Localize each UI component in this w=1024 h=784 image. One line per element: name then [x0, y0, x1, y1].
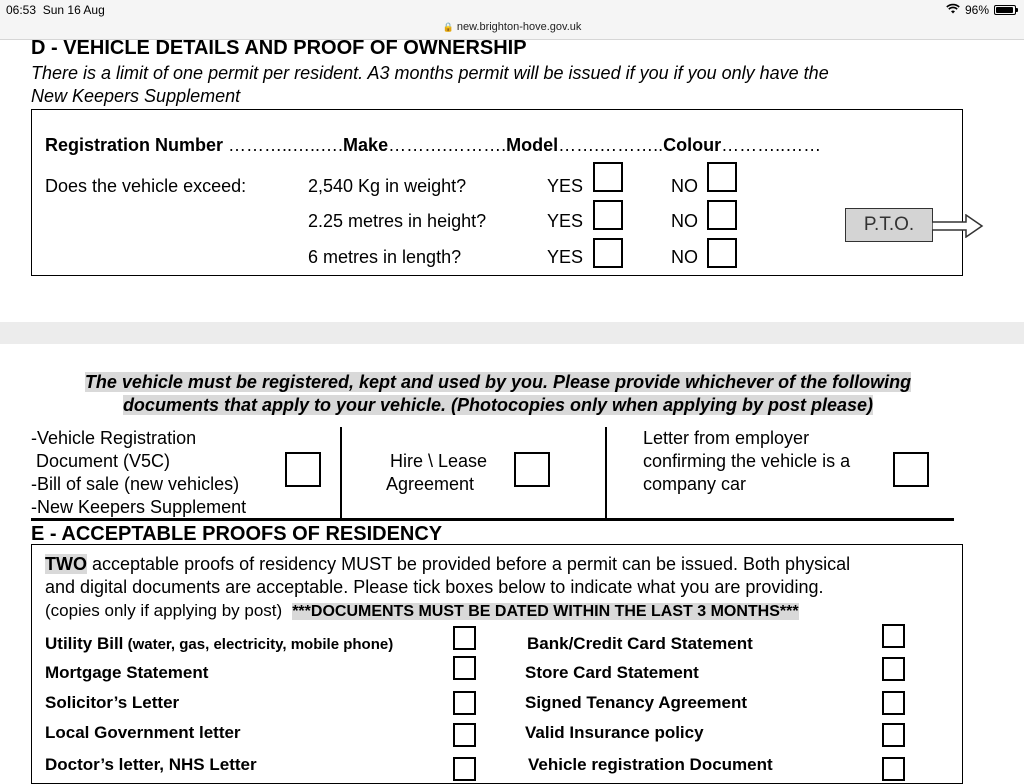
- intro-two-emphasis: TWO: [45, 554, 87, 574]
- proof-insurance-policy: Valid Insurance policy: [525, 723, 704, 742]
- time-text: 06:53: [6, 3, 37, 17]
- utility-bill-detail: (water, gas, electricity, mobile phone): [123, 636, 394, 653]
- height-yes-checkbox[interactable]: [593, 200, 623, 230]
- proof-vehicle-registration-document: Vehicle registration Document: [528, 755, 773, 774]
- hire-lease-checkbox[interactable]: [514, 452, 550, 487]
- dated-warning: ***DOCUMENTS MUST BE DATED WITHIN THE LAST 3 MONTHS***: [292, 603, 799, 620]
- make-dots[interactable]: ……….……….: [388, 135, 507, 155]
- proof-tenancy-agreement: Signed Tenancy Agreement: [525, 693, 747, 712]
- intro-line2: and digital documents are acceptable. Please tick boxes below to indicate what you are providing.: [45, 577, 824, 597]
- weight-yes-label: YES: [547, 176, 584, 196]
- store-card-statement-checkbox[interactable]: [882, 657, 905, 681]
- local-government-letter-checkbox[interactable]: [453, 723, 476, 747]
- battery-percent: 96%: [964, 3, 989, 17]
- tenancy-agreement-checkbox[interactable]: [882, 691, 905, 715]
- employer-letter-checkbox[interactable]: [893, 452, 929, 487]
- length-yes-label: YES: [547, 247, 584, 267]
- doc-v5c-line1: -Vehicle Registration: [31, 428, 197, 448]
- doc-new-keepers: -New Keepers Supplement: [31, 497, 247, 517]
- ownership-docs-checkbox[interactable]: [285, 452, 321, 487]
- height-criterion: 2.25 metres in height?: [308, 211, 487, 231]
- model-dots[interactable]: …….………..: [558, 135, 664, 155]
- length-no-checkbox[interactable]: [707, 238, 737, 268]
- colour-label: Colour: [663, 135, 722, 155]
- weight-no-checkbox[interactable]: [707, 162, 737, 192]
- column-divider: [340, 427, 342, 520]
- proof-store-card-statement: Store Card Statement: [525, 663, 699, 682]
- hire-lease-line2: Agreement: [386, 474, 475, 494]
- height-no-checkbox[interactable]: [707, 200, 737, 230]
- model-label: Model: [506, 135, 559, 155]
- residency-intro: [45, 553, 947, 623]
- employer-letter-line3: company car: [643, 474, 747, 494]
- length-no-label: NO: [671, 247, 698, 267]
- colour-dots[interactable]: ………..……: [721, 135, 822, 155]
- proof-solicitor-letter: Solicitor’s Letter: [45, 693, 180, 712]
- make-label: Make: [343, 135, 389, 155]
- section-d-note-line1: There is a limit of one permit per resident. A3 months permit will be issued if you if you only have the: [31, 63, 829, 83]
- bank-statement-checkbox[interactable]: [882, 624, 905, 648]
- proof-bank-statement: Bank/Credit Card Statement: [527, 634, 753, 653]
- hire-lease-label: [386, 450, 488, 496]
- lock-icon: 🔒: [442, 22, 454, 32]
- length-yes-checkbox[interactable]: [593, 238, 623, 268]
- battery-icon: [994, 5, 1016, 15]
- section-e-heading: E - ACCEPTABLE PROOFS OF RESIDENCY: [31, 523, 443, 545]
- proof-doctor-letter: Doctor’s letter, NHS Letter: [45, 755, 257, 774]
- intro-line1: acceptable proofs of residency MUST be provided before a permit can be issued. Both physical: [87, 554, 851, 574]
- doc-v5c-line2: Document (V5C): [31, 451, 171, 471]
- height-no-label: NO: [671, 211, 698, 231]
- weight-criterion: 2,540 Kg in weight?: [308, 176, 467, 196]
- employer-letter-line1: Letter from employer: [643, 428, 810, 448]
- weight-no-label: NO: [671, 176, 698, 196]
- length-criterion: 6 metres in length?: [308, 247, 462, 267]
- mortgage-statement-checkbox[interactable]: [453, 656, 476, 680]
- registration-number-label: Registration Number: [45, 135, 224, 155]
- section-d-note-line2: New Keepers Supplement: [31, 86, 241, 106]
- exceed-question: Does the vehicle exceed:: [45, 176, 247, 196]
- section-d-heading: D - VEHICLE DETAILS AND PROOF OF OWNERSHIP: [31, 37, 527, 59]
- proof-local-government-letter: Local Government letter: [45, 723, 241, 742]
- documents-notice-line2: documents that apply to your vehicle. (Photocopies only when applying by post please): [122, 395, 874, 415]
- vehicle-details-line: [45, 135, 821, 156]
- section-divider: [31, 518, 954, 521]
- date-text: Sun 16 Aug: [42, 3, 105, 17]
- weight-yes-checkbox[interactable]: [593, 162, 623, 192]
- status-indicators: [946, 3, 1016, 17]
- utility-bill-label: Utility Bill: [45, 634, 124, 653]
- documents-notice-line1: The vehicle must be registered, kept and used by you. Please provide whichever of the following: [84, 372, 912, 392]
- browser-status-bar: [0, 0, 1024, 40]
- pto-label: P.T.O.: [845, 208, 933, 242]
- url-text: new.brighton-hove.gov.uk: [456, 21, 582, 33]
- documents-notice: [0, 371, 996, 417]
- doctor-letter-checkbox[interactable]: [453, 757, 476, 781]
- insurance-policy-checkbox[interactable]: [882, 723, 905, 747]
- pto-arrow-icon: [932, 214, 984, 238]
- utility-bill-checkbox[interactable]: [453, 626, 476, 650]
- hire-lease-line1: Hire \ Lease: [390, 451, 488, 471]
- column-divider: [605, 427, 607, 520]
- wifi-icon: [946, 3, 960, 17]
- address-bar[interactable]: [0, 21, 1024, 33]
- employer-letter-line2: confirming the vehicle is a: [643, 451, 851, 471]
- status-time: [6, 3, 105, 17]
- doc-bill-of-sale: -Bill of sale (new vehicles): [31, 474, 240, 494]
- employer-letter-label: [643, 427, 850, 496]
- solicitor-letter-checkbox[interactable]: [453, 691, 476, 715]
- page-break: [0, 322, 1024, 344]
- vehicle-registration-document-checkbox[interactable]: [882, 757, 905, 781]
- intro-line3: (copies only if applying by post): [45, 601, 283, 620]
- ownership-doc-list: [31, 427, 246, 519]
- registration-number-dots[interactable]: ………..…..….: [223, 135, 344, 155]
- height-yes-label: YES: [547, 211, 584, 231]
- proof-mortgage-statement: Mortgage Statement: [45, 663, 209, 682]
- proof-utility-bill: [45, 634, 393, 654]
